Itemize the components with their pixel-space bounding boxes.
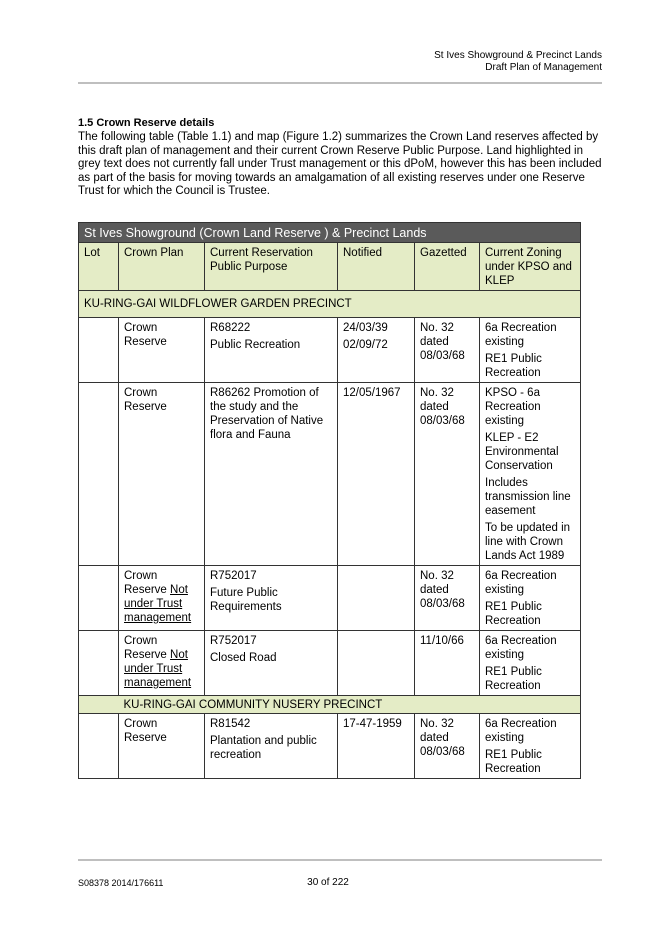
column-header: Current Reservation Public Purpose xyxy=(205,243,338,291)
gazetted-cell: No. 32 dated 08/03/68 xyxy=(415,318,480,383)
table-row xyxy=(79,318,581,383)
column-header: Gazetted xyxy=(415,243,480,291)
running-header xyxy=(434,50,602,74)
page-number: 30 of 222 xyxy=(307,877,349,888)
reserve-purpose: Future Public Requirements xyxy=(210,587,282,613)
crown-plan-cell xyxy=(119,318,205,383)
notified-cell xyxy=(338,383,415,566)
reserve-number: R752017 xyxy=(210,635,257,647)
crown-plan: Crown Reserve xyxy=(124,570,167,596)
crown-plan-cell xyxy=(119,631,205,696)
notified-cell xyxy=(338,318,415,383)
notified-date: 24/03/39 xyxy=(343,322,388,334)
footer-rule xyxy=(78,859,602,861)
crown-plan-cell xyxy=(119,714,205,779)
zoning-cell xyxy=(480,383,581,566)
lot-cell xyxy=(79,318,119,383)
notified-date: 02/09/72 xyxy=(343,339,388,351)
crown-plan-cell xyxy=(119,383,205,566)
purpose-cell xyxy=(205,631,338,696)
zoning-line: RE1 Public Recreation xyxy=(485,749,542,775)
zoning-line: 6a Recreation existing xyxy=(485,718,557,744)
column-header: Lot xyxy=(79,243,119,291)
reserve-purpose: Public Recreation xyxy=(210,339,301,351)
zoning-cell xyxy=(480,318,581,383)
purpose-cell xyxy=(205,714,338,779)
lot-cell xyxy=(79,631,119,696)
zoning-line: 6a Recreation existing xyxy=(485,570,557,596)
zoning-line: RE1 Public Recreation xyxy=(485,666,542,692)
zoning-cell xyxy=(480,566,581,631)
table-title: St Ives Showground (Crown Land Reserve ) & Precinct Lands xyxy=(79,223,581,243)
notified-cell xyxy=(338,566,415,631)
zoning-line: Includes transmission line easement xyxy=(485,477,571,517)
lot-cell xyxy=(79,714,119,779)
table-row xyxy=(79,714,581,779)
crown-plan: Crown Reserve xyxy=(124,387,167,413)
precinct-row xyxy=(79,696,581,714)
notified-cell xyxy=(338,631,415,696)
zoning-cell xyxy=(480,714,581,779)
lot-cell xyxy=(79,383,119,566)
header-rule xyxy=(78,82,602,84)
precinct-name: KU-RING-GAI WILDFLOWER GARDEN PRECINCT xyxy=(79,291,581,318)
zoning-line: RE1 Public Recreation xyxy=(485,601,542,627)
crown-reserve-table xyxy=(78,222,581,779)
zoning-line: 6a Recreation existing xyxy=(485,322,557,348)
reserve-purpose: Closed Road xyxy=(210,652,277,664)
purpose-cell xyxy=(205,383,338,566)
gazetted-cell: No. 32 dated 08/03/68 xyxy=(415,714,480,779)
header-line-2: Draft Plan of Management xyxy=(485,62,602,73)
gazetted-cell: No. 32 dated 08/03/68 xyxy=(415,383,480,566)
reserve-number: R68222 xyxy=(210,322,251,334)
zoning-cell xyxy=(480,631,581,696)
table-title-row xyxy=(79,223,581,243)
reserve-purpose: Plantation and public recreation xyxy=(210,735,317,761)
precinct-name: KU-RING-GAI COMMUNITY NUSERY PRECINCT xyxy=(119,696,581,714)
crown-plan: Crown Reserve xyxy=(124,322,167,348)
trust-note: Not under Trust management xyxy=(124,584,192,624)
table-row xyxy=(79,383,581,566)
crown-plan-cell xyxy=(119,566,205,631)
intro-paragraph: The following table (Table 1.1) and map (Figure 1.2) summarizes the Crown Land reserves affected by this draft plan of management and their current Crown Reserve Public Purpose. Land highlighted in grey text does not currently fall under Trust management or this dPoM, however this has been included as part of the basis for moving towards an amalgamation of all existing reserves under one Reserve Trust for which the Council is Trustee. xyxy=(78,131,602,197)
column-header: Notified xyxy=(338,243,415,291)
trust-note: Not under Trust management xyxy=(124,649,192,689)
notified-date: 12/05/1967 xyxy=(343,387,401,399)
zoning-line: KLEP - E2 Environmental Conservation xyxy=(485,432,559,472)
crown-plan: Crown Reserve xyxy=(124,635,167,661)
purpose-cell xyxy=(205,318,338,383)
header-line-1: St Ives Showground & Precinct Lands xyxy=(434,50,602,61)
crown-plan: Crown Reserve xyxy=(124,718,167,744)
gazetted-cell: No. 32 dated 08/03/68 xyxy=(415,566,480,631)
section-title: 1.5 Crown Reserve details xyxy=(78,117,215,129)
gazetted-cell: 11/10/66 xyxy=(415,631,480,696)
reserve-purpose: R86262 Promotion of the study and the Preservation of Native flora and Fauna xyxy=(210,387,324,441)
zoning-line: RE1 Public Recreation xyxy=(485,353,542,379)
zoning-line: To be updated in line with Crown Lands Act 1989 xyxy=(485,522,571,562)
reserve-number: R752017 xyxy=(210,570,257,582)
zoning-line: KPSO - 6a Recreation existing xyxy=(485,387,541,427)
table-row xyxy=(79,631,581,696)
precinct-spacer xyxy=(79,696,119,714)
table-row xyxy=(79,566,581,631)
precinct-row xyxy=(79,291,581,318)
document-reference: S08378 2014/176611 xyxy=(78,878,164,888)
purpose-cell xyxy=(205,566,338,631)
column-header: Current Zoning under KPSO and KLEP xyxy=(480,243,581,291)
reserve-number: R81542 xyxy=(210,718,251,730)
notified-date: 17-47-1959 xyxy=(343,718,402,730)
notified-cell xyxy=(338,714,415,779)
column-header: Crown Plan xyxy=(119,243,205,291)
table-header-row xyxy=(79,243,581,291)
zoning-line: 6a Recreation existing xyxy=(485,635,557,661)
lot-cell xyxy=(79,566,119,631)
